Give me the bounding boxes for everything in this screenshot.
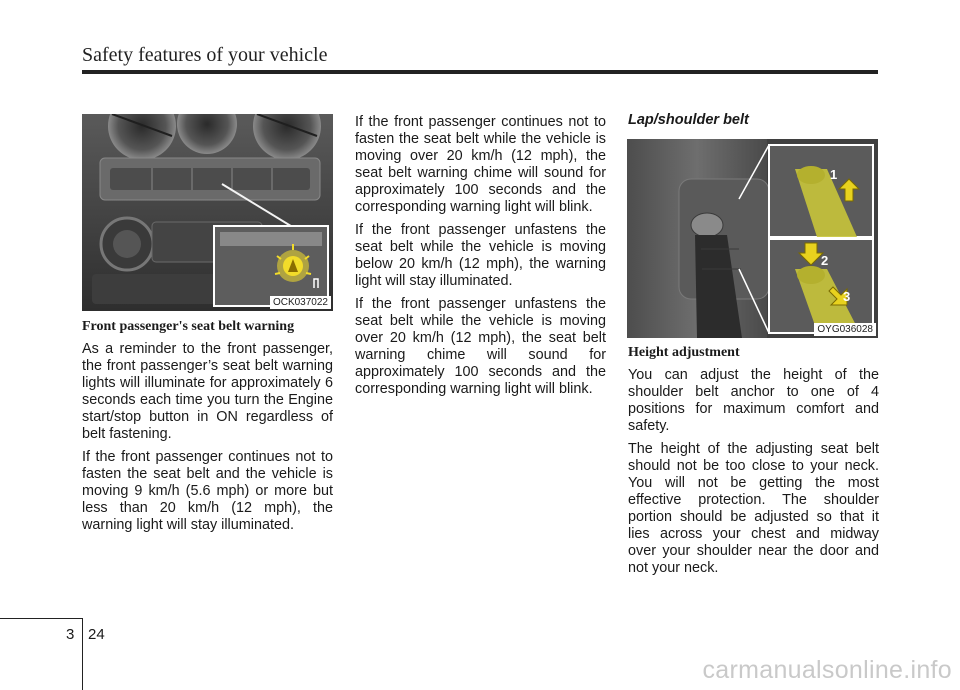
front-passenger-warning-caption: Front passenger's seat belt warning (82, 319, 295, 334)
lap-shoulder-belt-heading: Lap/shoulder belt (628, 112, 749, 128)
page-header-title: Safety features of your vehicle (82, 44, 328, 66)
watermark: carmanualsonline.info (702, 656, 952, 684)
paragraph: If the front passenger unfastens the seat belt while the vehicle is moving over 20 km/h (12 mph), the seat belt warning chime will sound for approximately 100 seconds and the corresponding warning light will blink. (355, 296, 606, 397)
figure-code: OYG036028 (814, 323, 876, 336)
callout-3: 3 (843, 289, 851, 304)
paragraph: If the front passenger unfastens the seat belt while the vehicle is moving below 20 km/h (12 mph), the warning light will stay illuminated. (355, 222, 606, 289)
paragraph: If the front passenger continues not to fasten the seat belt and the vehicle is moving 9 km/h (5.6 mph) or more but less than 20 km/h (12 mph), the warning light will stay illuminated. (82, 449, 333, 533)
page-number: 24 (88, 626, 105, 643)
paragraph: You can adjust the height of the shoulder belt anchor to one of 4 positions for maximum comfort and safety. (628, 367, 879, 434)
figure-code: OCK037022 (270, 296, 331, 309)
height-adjustment-caption: Height adjustment (628, 345, 740, 360)
middle-column (355, 114, 606, 404)
dashboard-illustration (82, 114, 333, 311)
paragraph: If the front passenger continues not to fasten the seat belt while the vehicle is moving over 20 km/h (12 mph), the seat belt warning chime will sound for approximately 100 seconds and the corresponding warning light will blink. (355, 114, 606, 215)
chapter-number: 3 (66, 626, 75, 643)
left-column (82, 318, 333, 540)
header-rule (82, 70, 878, 74)
callout-2: 2 (821, 253, 829, 268)
right-column (628, 344, 879, 583)
callout-1: 1 (830, 167, 838, 182)
belt-figure (627, 139, 878, 338)
paragraph: The height of the adjusting seat belt should not be too close to your neck. You will not be getting the most effective protection. The shoulder portion should be adjusted so that it lies across your chest and midway over your shoulder near the door and not your neck. (628, 441, 879, 576)
footer-rule (0, 618, 82, 619)
paragraph: As a reminder to the front passenger, the front passenger’s seat belt warning lights will illuminate for approximately 6 seconds each time you turn the Engine start/stop button in ON regardless of belt fastening. (82, 341, 333, 442)
dashboard-figure (82, 114, 333, 311)
footer-divider (82, 618, 83, 690)
belt-height-illustration (627, 139, 878, 338)
